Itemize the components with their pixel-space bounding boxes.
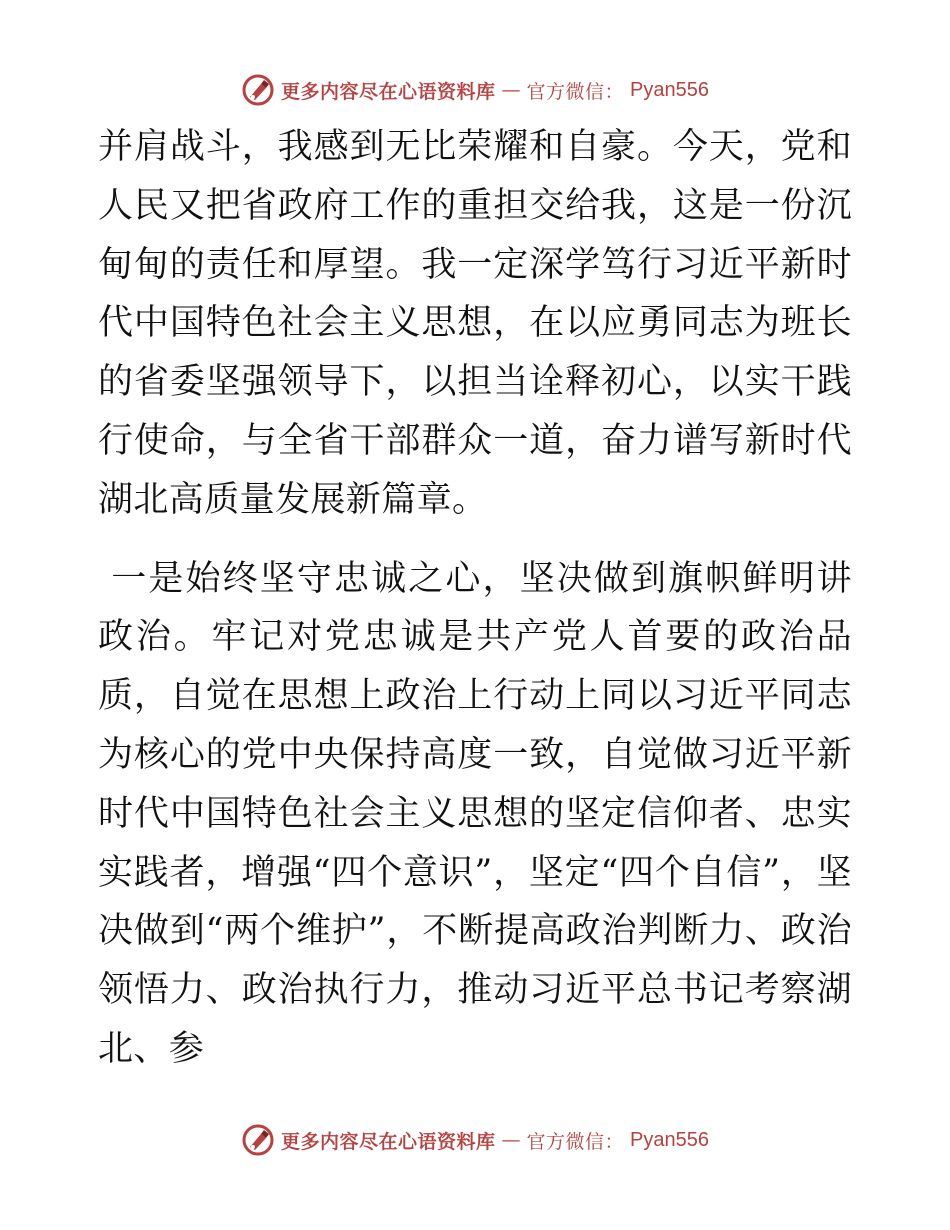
watermark-brand: 更多内容尽在心语资料库 — [281, 1130, 496, 1153]
watermark-wechat-label: 官方微信： — [526, 1130, 625, 1153]
header-watermark — [0, 68, 950, 112]
watermark-wechat-id: Pyan556 — [630, 78, 709, 101]
pen-nib-logo-icon — [241, 1123, 275, 1157]
paragraph-1: 并肩战斗，我感到无比荣耀和自豪。今天，党和人民又把省政府工作的重担交给我，这是一份沉甸甸的责任和厚望。我一定深学笃行习近平新时代中国特色社会主义思想，在以应勇同志为班长的省委坚强领导下，以担当诠释初心，以实干践行使命，与全省干部群众一道，奋力谱写新时代湖北高质量发展新篇章。 — [98, 127, 852, 520]
footer-watermark — [0, 1118, 950, 1162]
pen-nib-logo-icon — [241, 73, 275, 107]
watermark-wechat-id: Pyan556 — [630, 1128, 709, 1151]
watermark-dash: — — [501, 79, 521, 101]
watermark-wechat-label: 官方微信： — [526, 80, 625, 103]
document-body — [98, 118, 852, 1079]
watermark-dash: — — [501, 1129, 521, 1151]
watermark-brand: 更多内容尽在心语资料库 — [281, 80, 496, 103]
paragraph-2: 一是始终坚守忠诚之心，坚决做到旗帜鲜明讲政治。牢记对党忠诚是共产党人首要的政治品质，自觉在思想上政治上行动上同以习近平同志为核心的党中央保持高度一致，自觉做习近平新时代中国特色社会主义思想的坚定信仰者、忠实实践者，增强“四个意识”，坚定“四个自信”，坚决做到“两个维护”，不断提高政治判断力、政治领悟力、政治执行力，推动习近平总书记考察湖北、参 — [98, 558, 852, 1069]
